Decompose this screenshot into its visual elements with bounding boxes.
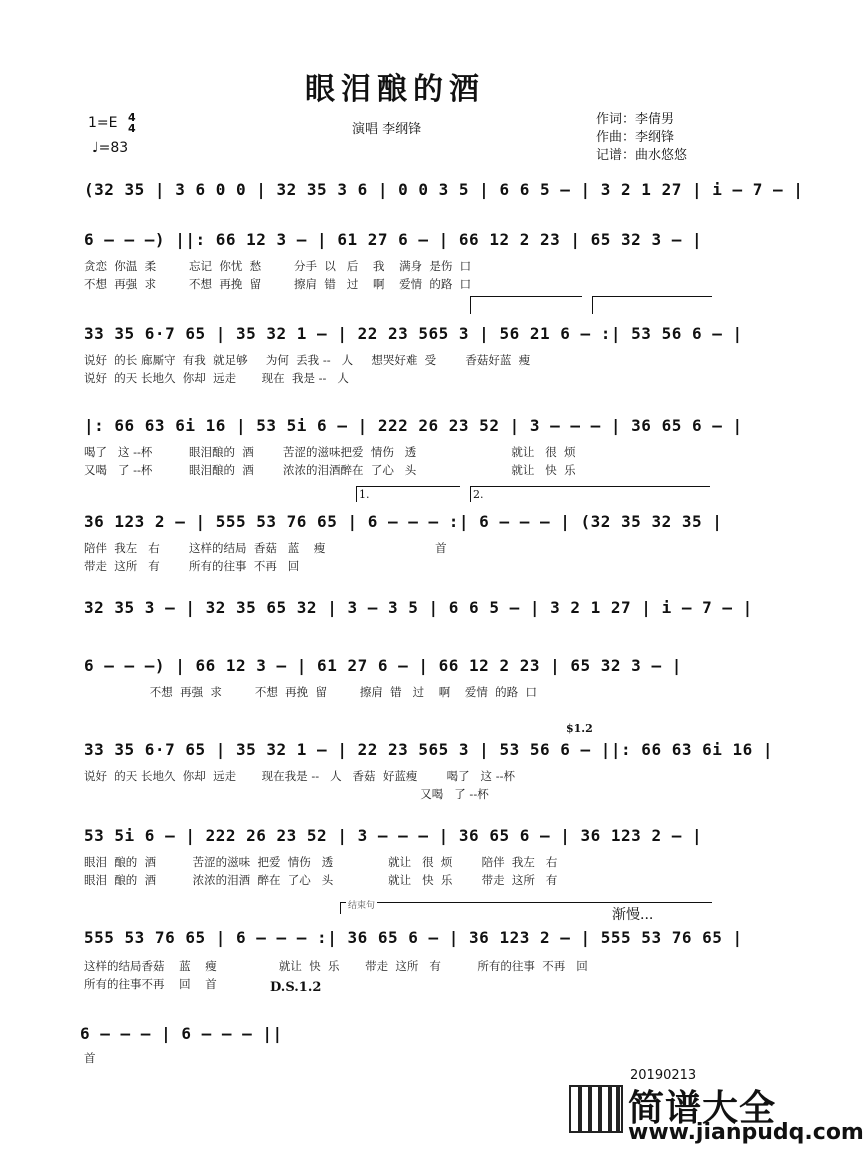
score-row-8: 33 35 6·7 65 | 35 32 1 – | 22 23 565 3 | 53 56 6 – ||: 66 63 6i 16 | bbox=[84, 740, 774, 759]
volta-bracket-2b bbox=[470, 486, 710, 487]
volta-1-label: 1. bbox=[359, 488, 370, 501]
composer-credit: 作曲：李纲锋 bbox=[596, 130, 675, 145]
score-row-6: 32 35 3 – | 32 35 65 32 | 3 – 3 5 | 6 6 5 – | 3 2 1 27 | i – 7 – | bbox=[84, 598, 753, 617]
score-row-9: 53 5i 6 – | 222 26 23 52 | 3 – – – | 36 65 6 – | 36 123 2 – | bbox=[84, 826, 703, 845]
lyrics-row-4-verse-1: 喝了 这 --杯 眼泪酿的 酒 苦涩的滋味把爱 情伤 透 就让 很 烦 bbox=[84, 445, 576, 459]
lyrics-row-3-verse-1: 说好 的长 廊厮守 有我 就足够 为何 丢我 -- 人 想哭好难 受 香菇好蓝 瘦 bbox=[84, 353, 531, 367]
volta-bracket-1b-edge bbox=[356, 486, 357, 502]
tempo-slowing-label: 渐慢... bbox=[612, 907, 654, 923]
ds-marking: D.S.1.2 bbox=[270, 980, 322, 995]
date-stamp: 20190213 bbox=[630, 1068, 697, 1083]
ending-bracket bbox=[340, 902, 712, 903]
lyrics-row-9-verse-2: 眼泪 酿的 酒 浓浓的泪酒 醉在 了心 头 就让 快 乐 带走 这所 有 bbox=[84, 873, 558, 887]
lyrics-row-8-verse-2: 又喝 了 --杯 bbox=[84, 787, 489, 801]
score-row-10: 555 53 76 65 | 6 – – – :| 36 65 6 – | 36 123 2 – | 555 53 76 65 | bbox=[84, 928, 743, 947]
lyrics-row-4-verse-2: 又喝 了 --杯 眼泪酿的 酒 浓浓的泪酒醉在 了心 头 就让 快 乐 bbox=[84, 463, 576, 477]
volta-bracket-1 bbox=[470, 296, 582, 297]
score-row-3: 33 35 6·7 65 | 35 32 1 – | 22 23 565 3 | 56 21 6 – :| 53 56 6 – | bbox=[84, 324, 743, 343]
lyrics-row-10-verse-1: 这样的结局香菇 蓝 瘦 就让 快 乐 带走 这所 有 所有的往事 不再 回 bbox=[84, 959, 588, 973]
volta-bracket-2 bbox=[592, 296, 712, 297]
logo-text: 简谱大全 bbox=[628, 1088, 777, 1129]
volta-bracket-2-edge bbox=[592, 296, 593, 314]
lyrics-row-5-verse-2: 带走 这所 有 所有的往事 不再 回 bbox=[84, 559, 300, 573]
transcriber-credit: 记谱：曲水悠悠 bbox=[596, 148, 688, 163]
score-row-2: 6 – – –) ||: 66 12 3 – | 61 27 6 – | 66 12 2 23 | 65 32 3 – | bbox=[84, 230, 703, 249]
site-logo bbox=[570, 1080, 864, 1145]
time-sig-top: 4 bbox=[127, 111, 136, 124]
singer-credit: 演唱 李纲锋 bbox=[352, 122, 422, 137]
logo-url: www.jianpudq.com bbox=[628, 1120, 864, 1145]
tempo: ♩=83 bbox=[92, 140, 129, 156]
key-label: 1=E bbox=[88, 115, 118, 131]
lyrics-row-5-verse-1: 陪伴 我左 右 这样的结局 香菇 蓝 瘦 首 bbox=[84, 541, 447, 555]
score-row-1: (32 35 | 3 6 0 0 | 32 35 3 6 | 0 0 3 5 | 6 6 5 – | 3 2 1 27 | i – 7 – | bbox=[84, 180, 804, 199]
volta-bracket-1b bbox=[356, 486, 460, 487]
lyrics-row-10-verse-2: 所有的往事不再 回 首 bbox=[84, 977, 217, 991]
key-signature bbox=[88, 112, 136, 134]
score-row-11: 6 – – – | 6 – – – || bbox=[80, 1024, 283, 1043]
time-sig-bottom: 4 bbox=[127, 122, 136, 135]
lyrics-row-2-verse-2: 不想 再强 求 不想 再挽 留 擦肩 错 过 啊 爱情 的路 口 bbox=[84, 277, 472, 291]
ending-label: 结束句 bbox=[346, 898, 377, 911]
score-row-5: 36 123 2 – | 555 53 76 65 | 6 – – – :| 6 – – – | (32 35 32 35 | bbox=[84, 512, 723, 531]
volta-2-label: 2. bbox=[473, 488, 484, 501]
lyrics-row-7: 不想 再强 求 不想 再挽 留 擦肩 错 过 啊 爱情 的路 口 bbox=[84, 685, 537, 699]
volta-bracket-2b-edge bbox=[470, 486, 471, 502]
lyrics-row-9-verse-1: 眼泪 酿的 酒 苦涩的滋味 把爱 情伤 透 就让 很 烦 陪伴 我左 右 bbox=[84, 855, 558, 869]
ending-bracket-edge bbox=[340, 902, 341, 914]
lyrics-row-2-verse-1: 贪恋 你温 柔 忘记 你忧 愁 分手 以 后 我 满身 是伤 口 bbox=[84, 259, 472, 273]
lyrics-row-8-verse-1: 说好 的天 长地久 你却 远走 现在我是 -- 人 香菇 好蓝瘦 喝了 这 --杯 bbox=[84, 769, 515, 783]
volta-bracket-1-edge bbox=[470, 296, 471, 314]
time-signature bbox=[128, 112, 136, 134]
segno-mark: $1.2 bbox=[566, 722, 593, 735]
score-row-7: 6 – – –) | 66 12 3 – | 61 27 6 – | 66 12 2 23 | 65 32 3 – | bbox=[84, 656, 682, 675]
lyricist-credit: 作词：李倩男 bbox=[596, 112, 675, 127]
lyrics-row-11: 首 bbox=[84, 1051, 96, 1065]
piano-icon bbox=[570, 1086, 622, 1132]
lyrics-row-3-verse-2: 说好 的天 长地久 你却 远走 现在 我是 -- 人 bbox=[84, 371, 349, 385]
score-row-4: |: 66 63 6i 16 | 53 5i 6 – | 222 26 23 52 | 3 – – – | 36 65 6 – | bbox=[84, 416, 743, 435]
page-title: 眼泪酿的酒 bbox=[305, 72, 485, 107]
